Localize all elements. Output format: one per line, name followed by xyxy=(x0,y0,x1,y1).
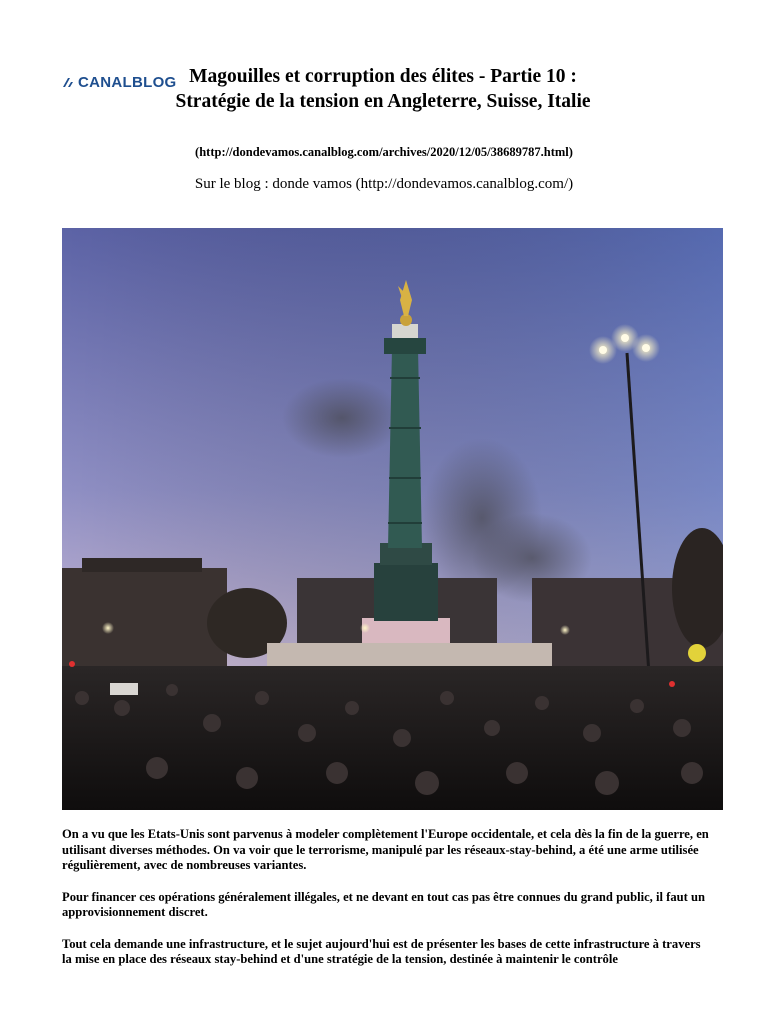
page-title: Magouilles et corruption des élites - Partie 10 : Stratégie de la tension en Angleterre, Suisse, Italie xyxy=(175,66,591,112)
paragraph: Tout cela demande une infrastructure, et le sujet aujourd'hui est de présenter les bases de cette infrastructure à travers la mise en place des réseaux stay-behind et d'une stratégie de la tension, destinée à maintenir le contrôle xyxy=(62,936,701,966)
column-monument-crowd-photo xyxy=(62,228,723,810)
paragraph: Pour financer ces opérations généralement illégales, et ne devant en tout cas pas être connues du grand public, il faut un approvisionnement discret. xyxy=(62,889,705,919)
logo-text: CANALBLOG xyxy=(78,73,177,91)
canalblog-logo-icon xyxy=(62,75,76,89)
blog-source-line: Sur le blog : donde vamos (http://dondevamos.canalblog.com/) xyxy=(194,176,574,192)
paragraph: On a vu que les Etats-Unis sont parvenus à modeler complètement l'Europe occidentale, et cela dès la fin de la guerre, en utilisant diverses méthodes. On va voir que le terrorisme, manipulé par les réseaux-stay-behind, a été une arme utilisée régulièrement, avec de nombreuses variantes. xyxy=(62,827,709,872)
article-body xyxy=(62,827,710,984)
source-url[interactable]: (http://dondevamos.canalblog.com/archives/2020/12/05/38689787.html) xyxy=(195,145,573,159)
